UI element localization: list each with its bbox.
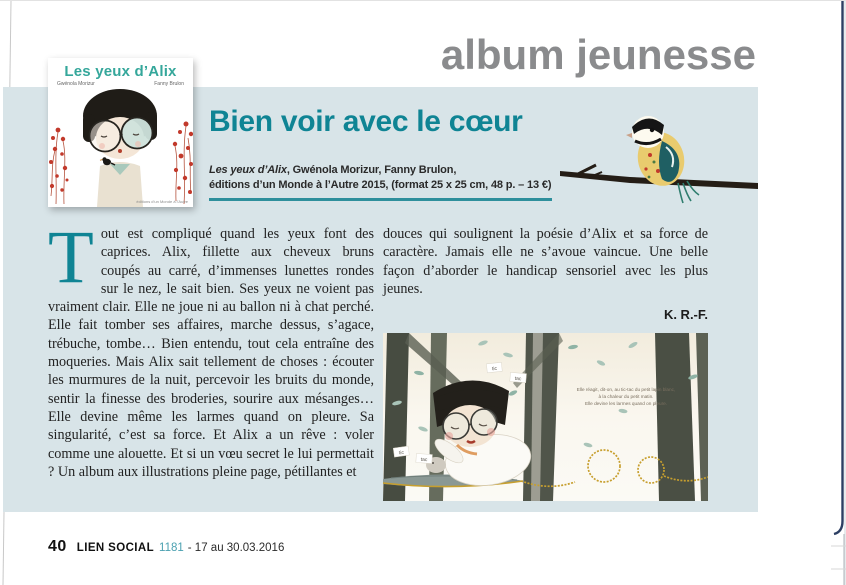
book-cover-illustration — [48, 86, 193, 207]
svg-text:tac: tac — [514, 376, 522, 383]
svg-text:Elle devine les larmes quand o: Elle devine les larmes quand on pleure. — [584, 401, 668, 407]
svg-text:à la chaleur du petit matin.: à la chaleur du petit matin. — [598, 394, 654, 400]
article-title: Bien voir avec le cœur — [209, 105, 523, 138]
book-reference-authors: , Gwénola Morizur, Fanny Brulon, — [286, 164, 457, 176]
article-illustration — [383, 333, 708, 501]
drop-cap: T — [48, 216, 94, 299]
article-column-2 — [383, 225, 708, 501]
book-cover — [48, 58, 193, 207]
girl-portrait — [83, 89, 157, 207]
article-column-1 — [48, 216, 374, 481]
book-cover-author-right: Fanny Brulon — [154, 81, 184, 87]
svg-text:tac: tac — [420, 457, 428, 464]
book-cover-publisher: éditions d’un Monde à l’Autre — [136, 199, 188, 204]
section-label: album jeunesse — [440, 31, 756, 78]
book-reference — [209, 163, 569, 193]
magazine-name: LIEN SOCIAL — [76, 542, 155, 554]
article-text-1: out est compliqué quand les yeux font des caprices. Alix, fillette aux cheveux bruns coupés au carré, d’immenses lunettes rondes sur le nez, le sait bien. Ses yeux ne voient pas vraiment clair. Elle ne joue ni au ballon ni à chat perché. Elle fait tomber ses affaires, marche dessus, s’agace, trébuche, tombe… Bien entendu, tout cela entraîne des moqueries. Mais Alix sait tellement de choses : écouter les murmures de la nuit, percevoir les bruits du monde, sentir la finesse des broderies, sourire aux mésanges… Elle devine même les larmes quand on pleure. Sa singularité, c’est sa force. Et Alix a un rêve : voler comme une alouette. Et si un vœu secret le lui permettait ? Un album aux illustrations pleine page, pétillantes et — [48, 226, 374, 480]
book-cover-author-left: Gwénola Morizur — [57, 81, 95, 87]
svg-text:tic: tic — [398, 450, 405, 457]
bird-on-branch-illustration — [560, 107, 758, 211]
issue-number: 1181 — [159, 542, 184, 554]
svg-text:tic: tic — [491, 366, 498, 373]
book-reference-edition: éditions d’un Monde à l’Autre 2015, (format 25 x 25 cm, 48 p. – 13 €) — [209, 179, 552, 191]
book-reference-title: Les yeux d’Alix — [209, 164, 287, 176]
tit-bird-icon — [626, 116, 699, 203]
book-cover-title: Les yeux d’Alix — [64, 63, 177, 80]
issue-date: - 17 au 30.03.2016 — [187, 542, 285, 554]
divider-rule — [209, 198, 552, 201]
svg-text:Elle réagit, dit-on, au tic-ta: Elle réagit, dit-on, au tic-tac du petit lapin blanc, — [576, 387, 676, 393]
page-footer — [48, 538, 284, 556]
author-signature: K. R.-F. — [663, 307, 708, 323]
flowers-left-stems — [51, 132, 65, 204]
page-number: 40 — [48, 538, 67, 555]
small-bird-icon — [100, 157, 115, 165]
article-text-2: douces qui soulignent la poésie d’Alix et sa force de caractère. Jamais elle ne s’avoue vaincue. Une belle façon d’aborder le handicap sensoriel avec les plus jeunes. — [383, 226, 708, 297]
